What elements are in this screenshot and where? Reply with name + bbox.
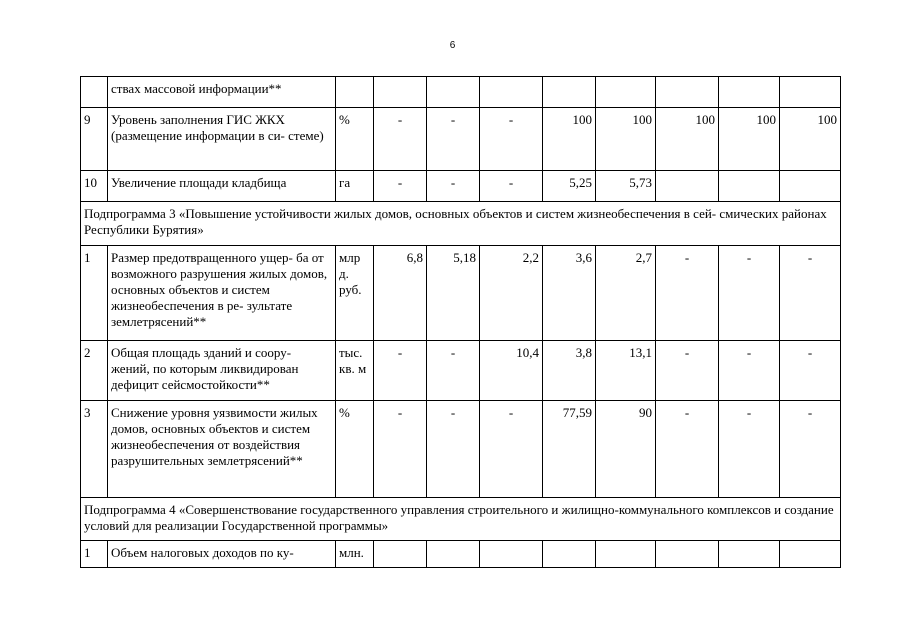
indicator-name-cell: Объем налоговых доходов по ку- bbox=[108, 541, 336, 568]
value-cell: - bbox=[780, 246, 841, 341]
value-cell bbox=[656, 171, 719, 202]
row-number-cell: 1 bbox=[81, 246, 108, 341]
table-row-9 bbox=[81, 108, 841, 171]
value-cell: - bbox=[656, 401, 719, 498]
value-cell: - bbox=[427, 171, 480, 202]
table-row-s4-1 bbox=[81, 541, 841, 568]
value-cell bbox=[780, 171, 841, 202]
value-cell bbox=[427, 541, 480, 568]
value-cell bbox=[543, 77, 596, 108]
unit-cell: тыс. кв. м bbox=[336, 341, 374, 401]
unit-cell: % bbox=[336, 108, 374, 171]
unit-cell: га bbox=[336, 171, 374, 202]
value-cell bbox=[543, 541, 596, 568]
value-cell bbox=[374, 77, 427, 108]
indicator-name-cell: Уровень заполнения ГИС ЖКХ (размещение информации в си- стеме) bbox=[108, 108, 336, 171]
value-cell bbox=[719, 541, 780, 568]
value-cell: - bbox=[780, 341, 841, 401]
value-cell: 3,6 bbox=[543, 246, 596, 341]
value-cell: 10,4 bbox=[480, 341, 543, 401]
row-number-cell bbox=[81, 77, 108, 108]
subprogram-3-row bbox=[81, 202, 841, 246]
table-row-continuation bbox=[81, 77, 841, 108]
value-cell: 100 bbox=[543, 108, 596, 171]
value-cell: 100 bbox=[656, 108, 719, 171]
value-cell bbox=[656, 541, 719, 568]
value-cell: 5,25 bbox=[543, 171, 596, 202]
row-number-cell: 9 bbox=[81, 108, 108, 171]
row-number-cell: 2 bbox=[81, 341, 108, 401]
value-cell: - bbox=[427, 341, 480, 401]
value-cell bbox=[596, 541, 656, 568]
value-cell bbox=[780, 77, 841, 108]
value-cell: 100 bbox=[719, 108, 780, 171]
table-row-10 bbox=[81, 171, 841, 202]
unit-cell: млн. bbox=[336, 541, 374, 568]
unit-cell: млр д. руб. bbox=[336, 246, 374, 341]
value-cell: 90 bbox=[596, 401, 656, 498]
value-cell: - bbox=[427, 108, 480, 171]
indicator-name-cell: Увеличение площади кладбища bbox=[108, 171, 336, 202]
value-cell bbox=[427, 77, 480, 108]
table-row-s3-2 bbox=[81, 341, 841, 401]
value-cell: - bbox=[480, 401, 543, 498]
table-row-s3-3 bbox=[81, 401, 841, 498]
indicator-name-cell: Снижение уровня уязвимости жилых домов, основных объектов и систем жизнеобеспечения от воздействия разрушительных землетрясений** bbox=[108, 401, 336, 498]
row-number-cell: 3 bbox=[81, 401, 108, 498]
subprogram-title: Подпрограмма 4 «Совершенствование государственного управления строительного и жилищно-коммунального комплексов и создание условий для реализации Государственной программы» bbox=[81, 498, 841, 541]
page-number: 6 bbox=[449, 40, 456, 51]
value-cell: 13,1 bbox=[596, 341, 656, 401]
value-cell bbox=[480, 77, 543, 108]
value-cell: 6,8 bbox=[374, 246, 427, 341]
value-cell: - bbox=[780, 401, 841, 498]
value-cell: 77,59 bbox=[543, 401, 596, 498]
value-cell: - bbox=[374, 341, 427, 401]
indicator-name-cell: Общая площадь зданий и соору- жений, по которым ликвидирован дефицит сейсмостойкости** bbox=[108, 341, 336, 401]
unit-cell bbox=[336, 77, 374, 108]
value-cell bbox=[780, 541, 841, 568]
value-cell bbox=[480, 541, 543, 568]
indicator-table bbox=[80, 76, 841, 568]
value-cell: - bbox=[719, 401, 780, 498]
table-row-s3-1 bbox=[81, 246, 841, 341]
value-cell: 2,7 bbox=[596, 246, 656, 341]
value-cell: - bbox=[719, 246, 780, 341]
value-cell: - bbox=[374, 108, 427, 171]
value-cell: 2,2 bbox=[480, 246, 543, 341]
value-cell: 100 bbox=[596, 108, 656, 171]
value-cell: 3,8 bbox=[543, 341, 596, 401]
value-cell bbox=[596, 77, 656, 108]
value-cell bbox=[719, 77, 780, 108]
value-cell: - bbox=[656, 341, 719, 401]
value-cell bbox=[656, 77, 719, 108]
value-cell: - bbox=[656, 246, 719, 341]
value-cell: - bbox=[719, 341, 780, 401]
value-cell: - bbox=[374, 401, 427, 498]
value-cell: - bbox=[374, 171, 427, 202]
value-cell: - bbox=[480, 108, 543, 171]
value-cell bbox=[374, 541, 427, 568]
value-cell: - bbox=[427, 401, 480, 498]
row-number-cell: 1 bbox=[81, 541, 108, 568]
value-cell bbox=[719, 171, 780, 202]
indicator-name-cell: Размер предотвращенного ущер- ба от возможного разрушения жилых домов, основных объектов и систем жизнеобеспечения в ре- зультате землетрясений** bbox=[108, 246, 336, 341]
subprogram-4-row bbox=[81, 498, 841, 541]
row-number-cell: 10 bbox=[81, 171, 108, 202]
indicator-name-cell: ствах массовой информации** bbox=[108, 77, 336, 108]
value-cell: 100 bbox=[780, 108, 841, 171]
value-cell: 5,18 bbox=[427, 246, 480, 341]
unit-cell: % bbox=[336, 401, 374, 498]
value-cell: - bbox=[480, 171, 543, 202]
subprogram-title: Подпрограмма 3 «Повышение устойчивости жилых домов, основных объектов и систем жизнеобеспечения в сей- смических районах Республики Бурятия» bbox=[81, 202, 841, 246]
value-cell: 5,73 bbox=[596, 171, 656, 202]
